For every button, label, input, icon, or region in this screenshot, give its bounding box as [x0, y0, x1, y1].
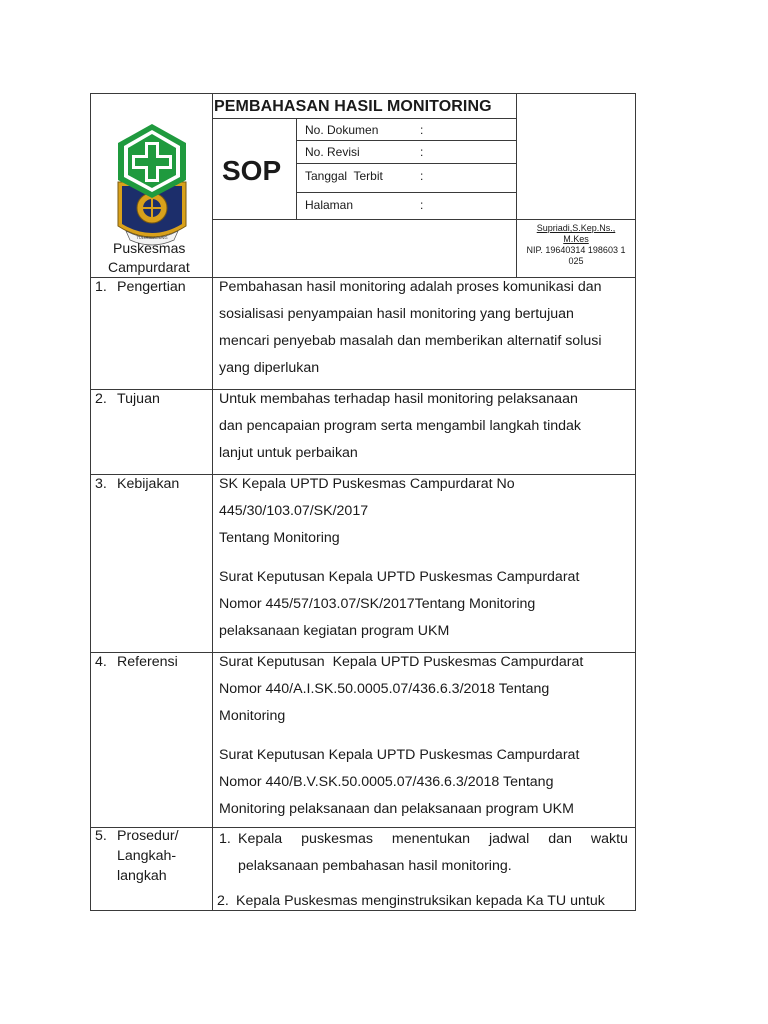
- content-line: Surat Keputusan Kepala UPTD Puskesmas Campurdarat: [219, 747, 580, 763]
- field-sep-document-number: :: [420, 123, 424, 137]
- step-line: Kepala Puskesmas menginstruksikan kepada Ka TU untuk: [236, 893, 605, 909]
- document-title: PEMBAHASAN HASIL MONITORING: [214, 98, 492, 115]
- content-line: pelaksanaan kegiatan program UKM: [219, 623, 450, 639]
- section-number: 2.: [95, 391, 107, 407]
- section-number: 5.: [95, 828, 107, 844]
- content-line: sosialisasi penyampaian hasil monitoring yang bertujuan: [219, 306, 574, 322]
- step-line: pelaksanaan pembahasan hasil monitoring.: [238, 858, 512, 874]
- content-line: Nomor 440/B.V.SK.50.0005.07/436.6.3/2018 Tentang: [219, 774, 554, 790]
- content-line: Nomor 445/57/103.07/SK/2017Tentang Monitoring: [219, 596, 536, 612]
- column-divider-left: [212, 93, 213, 911]
- signer-degree: M.Kes: [563, 234, 589, 244]
- field-divider-3: [296, 192, 517, 193]
- content-line: Monitoring pelaksanaan dan pelaksanaan program UKM: [219, 801, 574, 817]
- step-number: 2.: [217, 893, 229, 909]
- field-sep-revision: :: [420, 145, 424, 159]
- section-label: Referensi: [117, 654, 178, 670]
- content-line: dan pencapaian program serta mengambil langkah tindak: [219, 418, 582, 434]
- section-number: 1.: [95, 279, 107, 295]
- step-word: puskesmas: [301, 831, 373, 847]
- field-label-page: Halaman: [305, 198, 354, 212]
- content-line: mencari penyebab masalah dan memberikan alternatif solusi: [219, 333, 602, 349]
- section-label: Pengertian: [117, 279, 186, 295]
- signer-name: Supriadi,S.Kep.Ns.,: [536, 223, 616, 233]
- section-label-line: Langkah-: [117, 848, 177, 864]
- signer-nip-line2: 025: [568, 256, 584, 266]
- section-label-line: langkah: [117, 868, 167, 884]
- table-border-right: [635, 93, 636, 911]
- field-sep-page: :: [420, 198, 424, 212]
- org-name-line1: Puskesmas: [113, 240, 186, 256]
- section-label-line: Prosedur/: [117, 828, 179, 844]
- section-number: 4.: [95, 654, 107, 670]
- content-line: Surat Keputusan Kepala UPTD Puskesmas Campurdarat: [219, 569, 580, 585]
- content-line: Pembahasan hasil monitoring adalah proses komunikasi dan: [219, 279, 602, 295]
- header-bottom-divider: [212, 219, 636, 220]
- step-word: jadwal: [489, 831, 530, 847]
- content-line: Tentang Monitoring: [219, 530, 340, 546]
- content-line: Untuk membahas terhadap hasil monitoring pelaksanaan: [219, 391, 578, 407]
- field-sep-issue-date: :: [420, 169, 424, 183]
- table-border-left: [90, 93, 91, 911]
- table-border-top: [90, 93, 636, 94]
- emblem-band-text: TULUNGAGUNG: [136, 235, 168, 240]
- sop-divider: [296, 118, 297, 219]
- content-line: Monitoring: [219, 708, 286, 724]
- title-divider: [212, 118, 517, 119]
- field-divider-2: [296, 163, 517, 164]
- content-line: SK Kepala UPTD Puskesmas Campurdarat No: [219, 476, 515, 492]
- signer-nip-line1: NIP. 19640314 198603 1: [526, 245, 626, 255]
- content-line: lanjut untuk perbaikan: [219, 445, 358, 461]
- field-label-document-number: No. Dokumen: [305, 123, 379, 137]
- sop-label: SOP: [222, 155, 282, 186]
- content-line: Surat Keputusan Kepala UPTD Puskesmas Campurdarat: [219, 654, 584, 670]
- step-number: 1.: [219, 831, 231, 847]
- content-line: 445/30/103.07/SK/2017: [219, 503, 369, 519]
- section-label: Tujuan: [117, 391, 160, 407]
- field-divider-1: [296, 140, 517, 141]
- logo-group: [112, 122, 192, 252]
- step-word: Kepala: [238, 831, 283, 847]
- org-name-line2: Campurdarat: [108, 259, 190, 275]
- puskesmas-logo-icon: [112, 122, 192, 202]
- step-word: menentukan: [391, 831, 471, 847]
- field-label-issue-date: Tanggal Terbit: [305, 169, 383, 183]
- section-number: 3.: [95, 476, 107, 492]
- step-word: waktu: [590, 831, 628, 847]
- signer-block: [517, 223, 635, 267]
- content-line: yang diperlukan: [219, 360, 320, 376]
- content-line: Nomor 440/A.I.SK.50.0005.07/436.6.3/2018 Tentang: [219, 681, 550, 697]
- field-label-revision: No. Revisi: [305, 145, 360, 159]
- step-line: [238, 826, 628, 853]
- step-word: dan: [548, 831, 572, 847]
- section-label: Kebijakan: [117, 476, 180, 492]
